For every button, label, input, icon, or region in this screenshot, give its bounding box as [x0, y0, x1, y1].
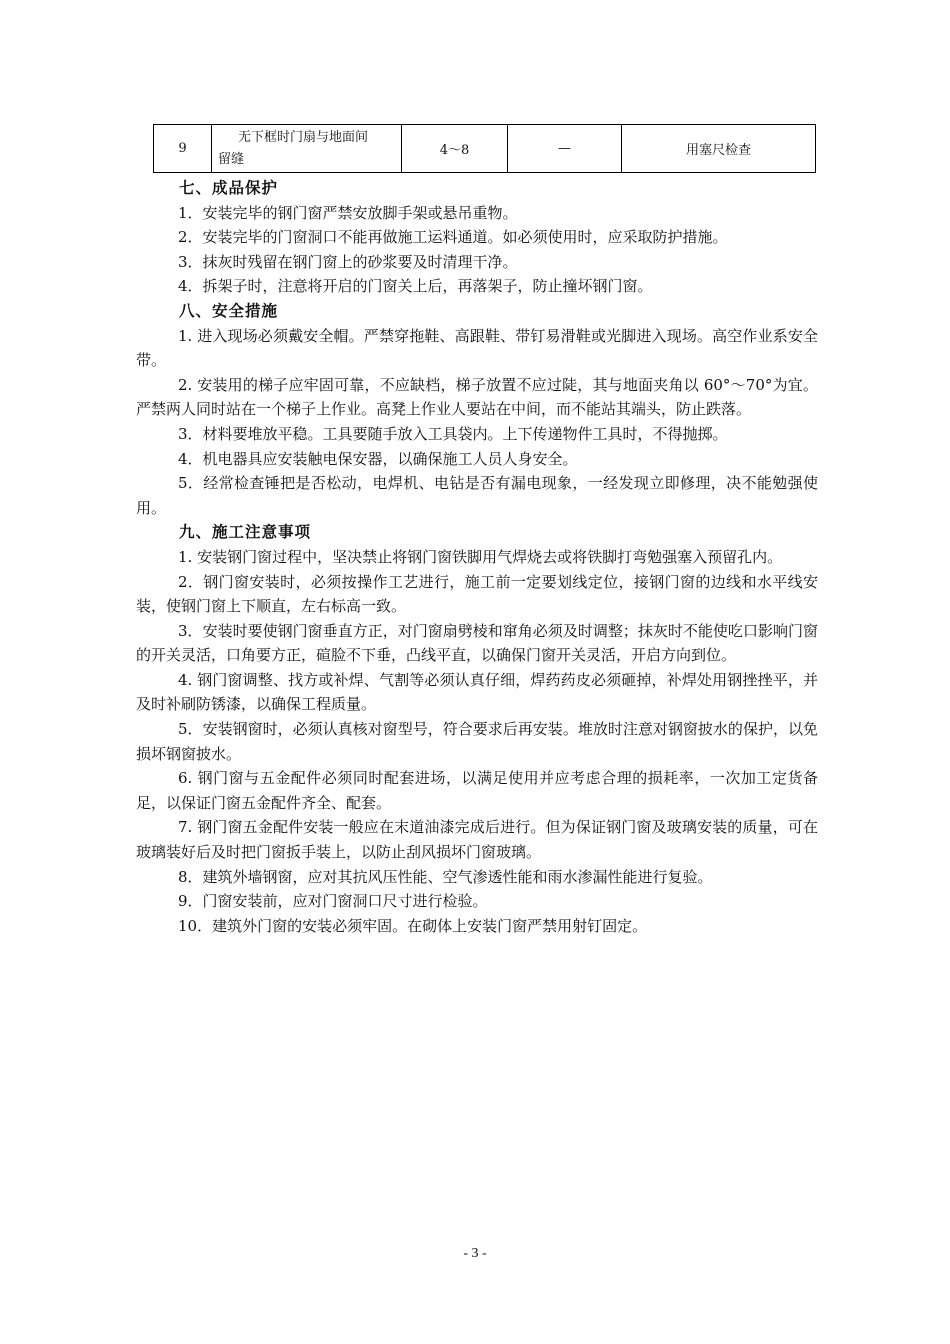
paragraph: 3．安装时要使钢门窗垂直方正，对门窗扇劈棱和窜角必须及时调整；抹灰时不能使吃口影响门窗的开关灵活，口角要方正，碹脸不下垂，凸线平直，以确保门窗开关灵活，开启方向到位。	[136, 621, 818, 665]
tolerance-table	[153, 124, 816, 173]
row-item-cell	[212, 125, 402, 173]
paragraph: 8．建筑外墙钢窗，应对其抗风压性能、空气渗透性能和雨水渗漏性能进行复验。	[178, 867, 713, 886]
section-title: 九、施工注意事项	[179, 523, 312, 542]
row-number-cell: 9	[154, 125, 212, 173]
paragraph: 9．门窗安装前，应对门窗洞口尺寸进行检验。	[178, 892, 488, 911]
row-tolerance-cell: 4～8	[402, 125, 508, 173]
paragraph: 7. 钢门窗五金配件安装一般应在末道油漆完成后进行。但为保证钢门窗及玻璃安装的质量，可在玻璃装好后及时把门窗扳手装上，以防止刮风损坏门窗玻璃。	[136, 818, 818, 862]
row-method-cell: 用塞尺检查	[622, 125, 816, 173]
paragraph: 4. 钢门窗调整、找方或补焊、气割等必须认真仔细，焊药药皮必须砸掉，补焊处用钢挫挫平，并及时补刷防锈漆，以确保工程质量。	[136, 670, 818, 714]
table-row	[154, 125, 816, 173]
section-title: 八、安全措施	[179, 301, 279, 320]
paragraph: 3．材料要堆放平稳。工具要随手放入工具袋内。上下传递物件工具时，不得抛掷。	[178, 424, 728, 443]
paragraph: 4．拆架子时，注意将开启的门窗关上后，再落架子，防止撞坏钢门窗。	[178, 277, 653, 296]
section-title: 七、成品保护	[179, 179, 279, 197]
paragraph: 2. 安装用的梯子应牢固可靠，不应缺档，梯子放置不应过陡，其与地面夹角以 60°～70°为宜。严禁两人同时站在一个梯子上作业。高凳上作业人要站在中间，而不能站其端头，防止跌落。	[136, 375, 818, 419]
page-number: - 3 -	[463, 1246, 487, 1261]
paragraph: 3．抹灰时残留在钢门窗上的砂浆要及时清理干净。	[178, 252, 518, 271]
paragraph: 6. 钢门窗与五金配件必须同时配套进场，以满足使用并应考虑合理的损耗率，一次加工定货备足，以保证门窗五金配件齐全、配套。	[136, 769, 818, 812]
paragraph: 2．安装完毕的门窗洞口不能再做施工运料通道。如必须使用时，应采取防护措施。	[178, 228, 728, 247]
row-item-line2: 留缝	[218, 151, 245, 167]
paragraph: 5．经常检查锤把是否松动，电焊机、电钻是否有漏电现象，一经发现立即修理，决不能勉强使用。	[136, 474, 818, 517]
row-item-line1: 无下框时门扇与地面间	[238, 129, 369, 145]
paragraph: 10．建筑外门窗的安装必须牢固。在砌体上安装门窗严禁用射钉固定。	[178, 916, 648, 935]
paragraph: 5．安装钢窗时，必须认真核对窗型号，符合要求后再安装。堆放时注意对钢窗披水的保护，以免损坏钢窗披水。	[136, 720, 818, 763]
document-body	[136, 176, 818, 938]
paragraph: 1. 安装钢门窗过程中，坚决禁止将钢门窗铁脚用气焊烧去或将铁脚打弯勉强塞入预留孔内。	[178, 547, 783, 566]
paragraph: 1．安装完毕的钢门窗严禁安放脚手架或悬吊重物。	[178, 203, 518, 222]
paragraph: 1. 进入现场必须戴安全帽。严禁穿拖鞋、高跟鞋、带钉易滑鞋或光脚进入现场。高空作业系安全带。	[136, 326, 818, 370]
paragraph: 4．机电器具应安装触电保安器，以确保施工人员人身安全。	[178, 449, 578, 468]
row-dash-cell: —	[508, 125, 622, 173]
paragraph: 2．钢门窗安装时，必须按操作工艺进行，施工前一定要划线定位，接钢门窗的边线和水平线安装，使钢门窗上下顺直，左右标高一致。	[136, 572, 818, 616]
